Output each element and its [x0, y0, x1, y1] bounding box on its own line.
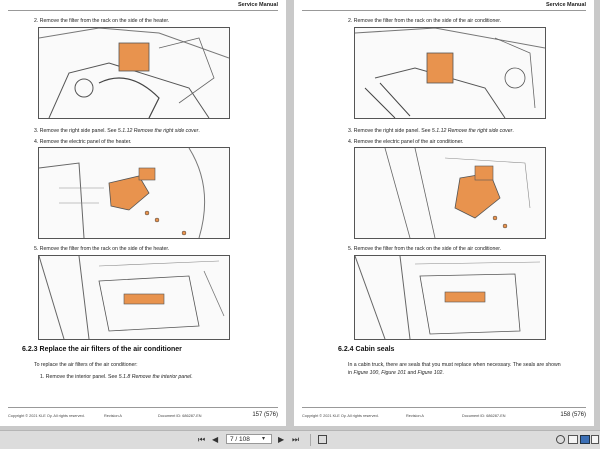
document-page-left	[0, 0, 286, 426]
cross-reference-link[interactable]: 5.1.12 Remove the right side cover	[117, 128, 199, 134]
figure-ac-filter-rack	[354, 255, 546, 340]
footer-copyright: Copyright © 2021 KLE Oy. All rights reserved.	[8, 414, 85, 418]
page-number-input[interactable]: 7 / 108	[226, 434, 272, 444]
footer-doc-id: Document ID: 686287-EN	[158, 414, 202, 418]
section-title: 6.2.3 Replace the air filters of the air conditioner	[22, 346, 182, 353]
step-3-text: 3. Remove the right side panel. See 5.1.12 Remove the right side cover.	[34, 128, 200, 134]
document-page-right	[294, 0, 594, 426]
step-4-text: 4. Remove the electric panel of the heater.	[34, 139, 132, 145]
prev-page-icon[interactable]: ◀	[212, 435, 219, 444]
step-1-text: 1. Remove the interior panel. See 5.1.8 Remove the interior panel.	[40, 374, 193, 380]
footer-doc-id: Document ID: 686287-EN	[462, 414, 506, 418]
double-view-icon[interactable]	[580, 435, 590, 444]
step-2-text: 2. Remove the filter from the rack on the side of the heater.	[34, 18, 170, 24]
section-body-line-1: In a cabin truck, there are seals that you must replace when necessary. The seals are shown	[348, 362, 561, 368]
step-5-text: 5. Remove the filter from the rack on the side of the heater.	[34, 246, 170, 252]
header-divider	[8, 10, 278, 11]
step-3-text: 3. Remove the right side panel. See 5.1.12 Remove the right side cover.	[348, 128, 514, 134]
page-dropdown-icon[interactable]: ▾	[262, 436, 266, 442]
figure-heater-filter-rack	[38, 255, 230, 340]
cross-reference-link[interactable]: 5.1.12 Remove the right side cover	[431, 128, 513, 134]
step-4-text: 4. Remove the electric panel of the air conditioner.	[348, 139, 464, 145]
footer-page-number: 158 (576)	[560, 412, 586, 418]
single-view-icon[interactable]	[568, 435, 578, 444]
footer-revision: Revision A	[104, 414, 122, 418]
footer-divider	[8, 407, 278, 408]
figure-ac-filter	[354, 27, 546, 119]
section-body-line-2: in Figure 100, Figure 101 and Figure 102.	[348, 370, 444, 376]
fit-page-icon[interactable]	[318, 435, 327, 444]
figure-heater-electric-panel	[38, 147, 230, 239]
step-5-text: 5. Remove the filter from the rack on the side of the air conditioner.	[348, 246, 502, 252]
grid-view-icon[interactable]	[591, 435, 599, 444]
page-header: Service Manual	[545, 2, 586, 8]
page-header: Service Manual	[237, 2, 278, 8]
step-2-text: 2. Remove the filter from the rack on the side of the air conditioner.	[348, 18, 502, 24]
footer-page-number: 157 (576)	[252, 412, 278, 418]
figure-link[interactable]: Figure 100	[353, 370, 379, 376]
toolbar-divider	[310, 434, 311, 446]
figure-heater-filter	[38, 27, 230, 119]
first-page-icon[interactable]: ⏮	[198, 435, 206, 444]
section-title: 6.2.4 Cabin seals	[338, 346, 395, 353]
last-page-icon[interactable]: ⏭	[292, 435, 300, 444]
figure-link[interactable]: Figure 101	[381, 370, 406, 376]
zoom-icon[interactable]	[556, 435, 565, 444]
footer-divider	[302, 407, 586, 408]
figure-link[interactable]: Figure 102	[417, 370, 443, 376]
footer-copyright: Copyright © 2021 KLE Oy. All rights reserved.	[302, 414, 379, 418]
footer-revision: Revision A	[406, 414, 424, 418]
figure-ac-electric-panel	[354, 147, 546, 239]
viewer-toolbar	[0, 430, 600, 449]
next-page-icon[interactable]: ▶	[278, 435, 285, 444]
section-intro: To replace the air filters of the air conditioner:	[34, 362, 138, 368]
cross-reference-link[interactable]: 5.1.8 Remove the interior panel	[118, 374, 192, 380]
header-divider	[302, 10, 586, 11]
